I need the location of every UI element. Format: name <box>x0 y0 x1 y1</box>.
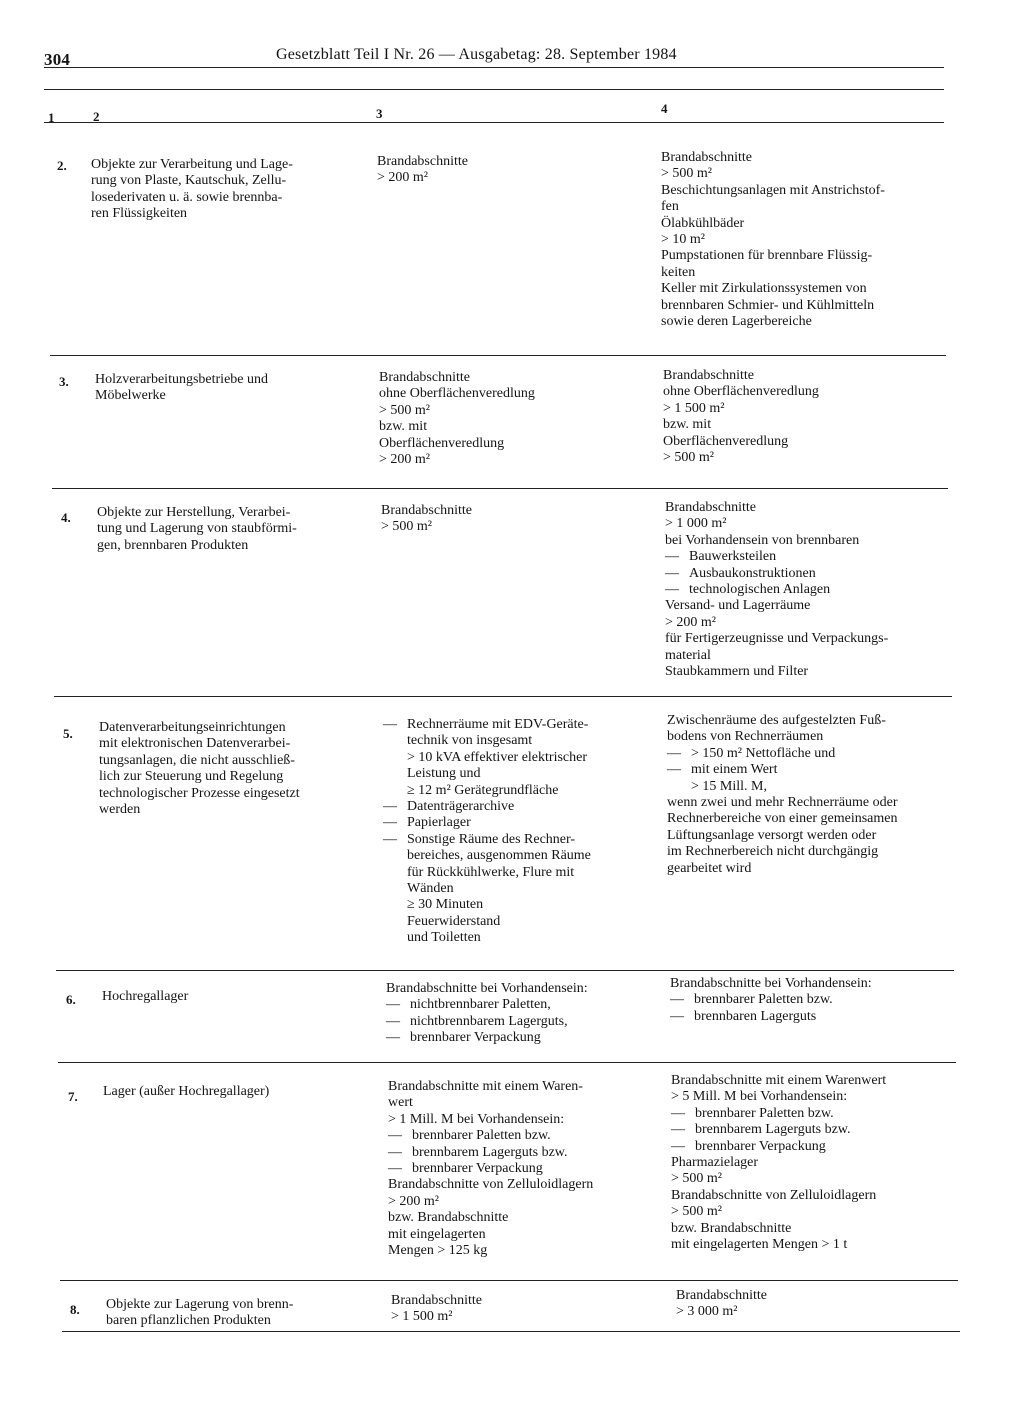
running-header: Gesetzblatt Teil I Nr. 26 — Ausgabetag: 28. September 1984 <box>276 46 677 63</box>
requirement-col4: Brandabschnitte > 500 m² Beschichtungsanlagen mit Anstrichstof- fen Ölabkühlbäder > 10 m² Pumpstationen für brennbare Flüssig- keiten Keller mit Zirkulationssystemen von brennbaren Schmier- und Kühlmitteln sowie deren Lagerbereiche <box>661 150 885 330</box>
requirement-col3: Brandabschnitte mit einem Waren- wert > 1 Mill. M bei Vorhandensein: — brennbarer Paletten bzw. — brennbarem Lagerguts bzw. — brennbarer Verpackung Brandabschnitte von Zelluloidlagern > 200 m² bzw. Brandabschnitte mit eingelagerten Mengen > 125 kg <box>388 1079 644 1259</box>
requirement-col4: Zwischenräume des aufgestelzten Fuß- bodens von Rechnerräumen — > 150 m² Nettofläche und — mit einem Wert > 15 Mill. M, wenn zwei und mehr Rechnerräume oder Rechnerbereiche von einer gemeinsamen Lüftungsanlage versorgt werden oder im Rechnerbereich nicht durchgängig gearbeitet wird <box>667 713 952 877</box>
row-number: 8. <box>70 1302 80 1317</box>
row-number: 7. <box>68 1089 78 1104</box>
object-description: Lager (außer Hochregallager) <box>103 1084 270 1099</box>
object-description: Objekte zur Herstellung, Verarbei- tung und Lagerung von staubförmi- gen, brennbaren Produkten <box>97 505 297 553</box>
requirement-col3: Brandabschnitte > 500 m² <box>381 503 472 535</box>
table-bottom-rule <box>62 1331 960 1332</box>
requirement-col3: Brandabschnitte ohne Oberflächenveredlung > 500 m² bzw. mit Oberflächenveredlung > 200 m² <box>379 370 535 468</box>
object-description: Objekte zur Verarbeitung und Lage- rung von Plaste, Kautschuk, Zellu- losederivaten u. ä. sowie brennba- ren Flüssigkeiten <box>91 157 293 222</box>
row-divider <box>56 970 954 971</box>
requirement-col3: Brandabschnitte > 1 500 m² <box>391 1293 482 1325</box>
requirement-col4: Brandabschnitte > 3 000 m² <box>676 1288 767 1320</box>
table-head-rule <box>44 122 944 123</box>
requirement-col3: Brandabschnitte bei Vorhandensein: — nichtbrennbarer Paletten, — nichtbrennbarem Lagerguts, — brennbarer Verpackung <box>386 981 650 1047</box>
row-divider <box>54 696 952 697</box>
row-number: 6. <box>66 992 76 1007</box>
requirement-col4: Brandabschnitte > 1 000 m² bei Vorhandensein von brennbaren — Bauwerksteilen — Ausbaukonstruktionen — technologischen Anlagen Versand- und Lagerräume > 200 m² für Fertigerzeugnisse und Verpackungs- material Staubkammern und Filter <box>665 500 952 680</box>
row-number: 5. <box>63 726 73 741</box>
row-number: 3. <box>59 374 69 389</box>
row-number: 4. <box>61 510 71 525</box>
object-description: Hochregallager <box>102 989 189 1004</box>
requirement-col3: Brandabschnitte > 200 m² <box>377 154 468 186</box>
column-header: 4 <box>661 101 668 116</box>
page-number: 304 <box>44 50 71 69</box>
column-header: 2 <box>93 109 100 124</box>
row-divider <box>52 488 948 489</box>
requirement-col4: Brandabschnitte ohne Oberflächenveredlung > 1 500 m² bzw. mit Oberflächenveredlung > 500 m² <box>663 368 819 466</box>
row-divider <box>50 355 946 356</box>
requirement-col4: Brandabschnitte bei Vorhandensein: — brennbarer Paletten bzw. — brennbaren Lagerguts <box>670 976 955 1025</box>
object-description: Objekte zur Lagerung von brenn- baren pflanzlichen Produkten <box>106 1297 294 1329</box>
column-header: 3 <box>376 106 383 121</box>
requirement-col4: Brandabschnitte mit einem Warenwert > 5 Mill. M bei Vorhandensein: — brennbarer Paletten bzw. — brennbarem Lagerguts bzw. — brennbarer Verpackung Pharmazielager > 500 m² Brandabschnitte von Zelluloidlagern > 500 m² bzw. Brandabschnitte mit eingelagerten Mengen > 1 t <box>671 1073 943 1253</box>
object-description: Datenverarbeitungseinrichtungen mit elektronischen Datenverarbei- tungsanlagen, die nicht ausschließ- lich zur Steuerung und Regelung technologischer Prozesse eingesetzt werden <box>99 720 300 818</box>
column-header: 1 <box>48 110 55 125</box>
row-number: 2. <box>57 158 67 173</box>
requirement-col3: — Rechnerräume mit EDV-Geräte- technik von insgesamt > 10 kVA effektiver elektrischer Leistung und ≥ 12 m² Gerätegrundfläche — Datenträgerarchive — Papierlager — Sonstige Räume des Rechner- bereiches, ausgenommen Räume für Rückkühlwerke, Flure mit Wänden ≥ 30 Minuten Feuerwiderstand und Toiletten <box>383 717 647 947</box>
row-divider <box>60 1280 958 1281</box>
object-description: Holzverarbeitungsbetriebe und Möbelwerke <box>95 372 268 404</box>
row-divider <box>58 1062 956 1063</box>
table-top-rule <box>44 89 944 90</box>
header-rule <box>44 67 944 68</box>
